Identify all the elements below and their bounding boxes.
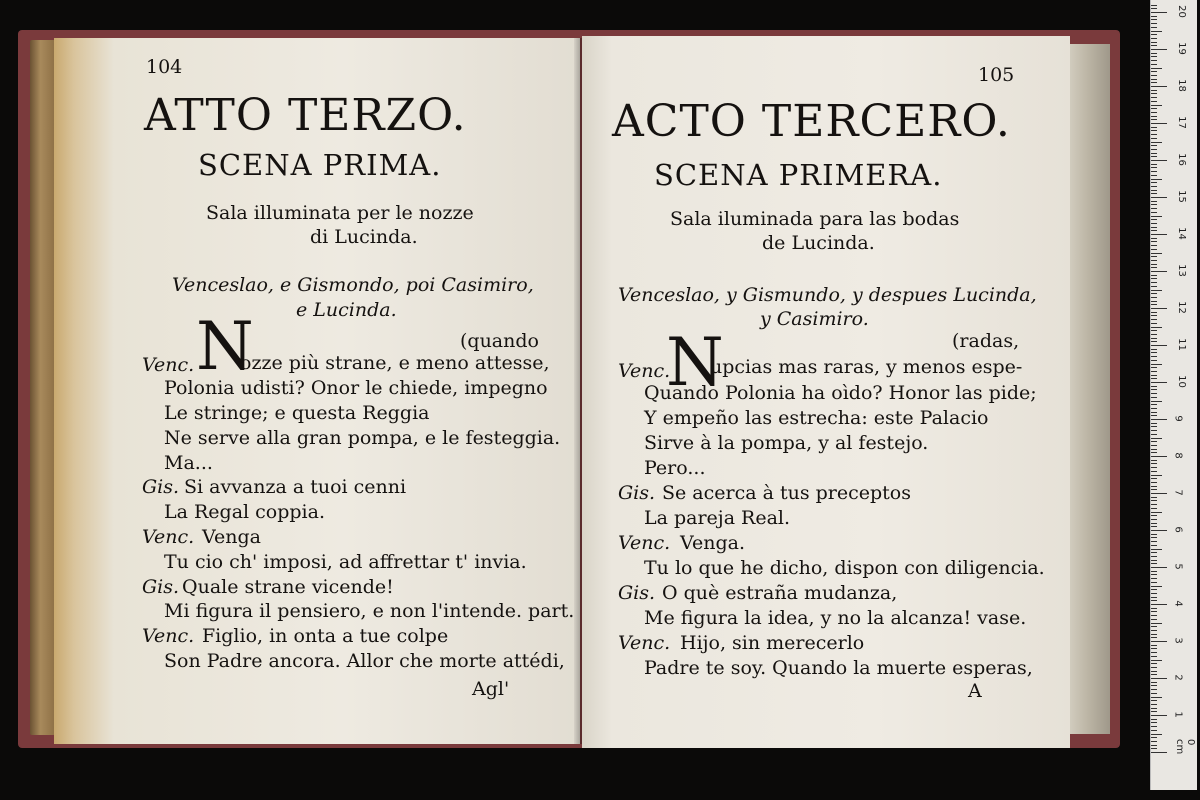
- ruler-tick: [1151, 711, 1157, 712]
- ruler-tick: [1151, 549, 1162, 550]
- ruler-tick: [1151, 460, 1157, 461]
- left-page: [54, 38, 580, 744]
- ruler-tick: [1151, 726, 1157, 727]
- ruler-number: 17: [1175, 116, 1187, 129]
- ruler-tick: [1151, 489, 1157, 490]
- ruler-tick: [1151, 360, 1157, 361]
- ruler-tick: [1151, 715, 1167, 716]
- ruler-number: 20: [1175, 5, 1187, 18]
- ruler-tick: [1151, 116, 1157, 117]
- ruler-tick: [1151, 449, 1157, 450]
- ruler-tick: [1151, 182, 1157, 183]
- location-line: Sala illuminata per le nozze: [206, 202, 474, 224]
- verse-line: Le stringe; e questa Reggia: [164, 402, 430, 424]
- ruler-tick: [1151, 567, 1167, 568]
- ruler-tick: [1151, 697, 1162, 698]
- character-list: y Casimiro.: [760, 308, 869, 330]
- verse-line: Se acerca à tus preceptos: [662, 482, 911, 504]
- ruler-tick: [1151, 515, 1157, 516]
- verse-line: Hijo, sin merecerlo: [680, 632, 865, 654]
- location-line: de Lucinda.: [762, 232, 875, 254]
- ruler-tick: [1151, 327, 1162, 328]
- ruler-tick: [1151, 356, 1157, 357]
- ruler-tick: [1151, 719, 1157, 720]
- ruler-tick: [1151, 38, 1157, 39]
- ruler-tick: [1151, 500, 1157, 501]
- ruler-tick: [1151, 401, 1162, 402]
- character-list: Venceslao, e Gismondo, poi Casimiro,: [172, 274, 534, 296]
- ruler-tick: [1151, 319, 1157, 320]
- ruler-tick: [1151, 134, 1157, 135]
- ruler-tick: [1151, 504, 1157, 505]
- ruler-tick: [1151, 119, 1157, 120]
- ruler-tick: [1151, 186, 1157, 187]
- ruler-tick: [1151, 404, 1157, 405]
- ruler-tick: [1151, 12, 1167, 13]
- ruler-tick: [1151, 212, 1157, 213]
- ruler-tick: [1151, 308, 1167, 309]
- ruler-tick: [1151, 634, 1157, 635]
- verse-line: Ma...: [164, 452, 213, 474]
- ruler-tick: [1151, 208, 1157, 209]
- ruler-tick: [1151, 153, 1157, 154]
- ruler-tick: [1151, 678, 1167, 679]
- ruler-tick: [1151, 68, 1162, 69]
- ruler-tick: [1151, 641, 1167, 642]
- ruler-tick: [1151, 338, 1157, 339]
- ruler-tick: [1151, 282, 1157, 283]
- verse-line: Quale strane vicende!: [182, 576, 394, 598]
- ruler-tick: [1151, 219, 1157, 220]
- ruler-tick: [1151, 704, 1157, 705]
- ruler-tick: [1151, 671, 1157, 672]
- scene-title: SCENA PRIMERA.: [654, 158, 943, 192]
- ruler-tick: [1151, 93, 1157, 94]
- speaker-label: Venc.: [142, 526, 195, 548]
- ruler-tick: [1151, 434, 1157, 435]
- ruler-tick: [1151, 438, 1162, 439]
- ruler-tick: [1151, 304, 1157, 305]
- ruler-tick: [1151, 430, 1157, 431]
- speaker-label: Venc.: [618, 360, 671, 382]
- ruler-tick: [1151, 238, 1157, 239]
- ruler-tick: [1151, 693, 1157, 694]
- ruler-tick: [1151, 648, 1157, 649]
- ruler-tick: [1151, 708, 1157, 709]
- verse-line: Sirve à la pompa, y al festejo.: [644, 432, 929, 454]
- ruler-tick: [1151, 463, 1157, 464]
- ruler-tick: [1151, 108, 1157, 109]
- ruler-tick: [1151, 364, 1162, 365]
- ruler-tick: [1151, 5, 1157, 6]
- ruler-tick: [1151, 179, 1162, 180]
- ruler-tick: [1151, 371, 1157, 372]
- ruler-tick: [1151, 493, 1167, 494]
- drop-cap: N: [196, 308, 254, 385]
- ruler-number: 6: [1172, 526, 1184, 533]
- ruler-tick: [1151, 378, 1157, 379]
- ruler-tick: [1151, 574, 1157, 575]
- ruler-tick: [1151, 190, 1157, 191]
- ruler-tick: [1151, 526, 1157, 527]
- ruler-tick: [1151, 508, 1157, 509]
- ruler-tick: [1151, 745, 1157, 746]
- verse-line: Venga.: [680, 532, 745, 554]
- ruler-tick: [1151, 734, 1162, 735]
- verse-line: Y empeño las estrecha: este Palacio: [644, 407, 989, 429]
- ruler-tick: [1151, 60, 1157, 61]
- overflow-text: (radas,: [952, 330, 1020, 352]
- page-number: 105: [978, 64, 1015, 86]
- ruler-tick: [1151, 600, 1157, 601]
- ruler-tick: [1151, 341, 1157, 342]
- ruler-tick: [1151, 393, 1157, 394]
- ruler-tick: [1151, 486, 1157, 487]
- ruler-tick: [1151, 700, 1157, 701]
- speaker-label: Venc.: [142, 354, 195, 376]
- ruler-tick: [1151, 593, 1157, 594]
- ruler-tick: [1151, 64, 1157, 65]
- ruler-tick: [1151, 586, 1162, 587]
- ruler-number: 16: [1175, 153, 1187, 166]
- ruler-tick: [1151, 519, 1157, 520]
- speaker-label: Gis.: [142, 576, 180, 598]
- ruler-tick: [1151, 597, 1157, 598]
- speaker-label: Gis.: [618, 582, 656, 604]
- ruler-number: 4: [1172, 600, 1184, 607]
- ruler-unit: 0 cm: [1174, 739, 1196, 755]
- ruler-tick: [1151, 578, 1157, 579]
- ruler-tick: [1151, 478, 1157, 479]
- act-title: ATTO TERZO.: [144, 90, 467, 141]
- page-block-edge-right: [1064, 44, 1110, 734]
- ruler-tick: [1151, 79, 1157, 80]
- ruler-tick: [1151, 112, 1157, 113]
- ruler-tick: [1151, 375, 1157, 376]
- right-page: [582, 36, 1070, 748]
- ruler-tick: [1151, 8, 1157, 9]
- verse-line: La pareja Real.: [644, 507, 791, 529]
- ruler-tick: [1151, 541, 1157, 542]
- ruler-tick: [1151, 345, 1167, 346]
- ruler-number: 12: [1175, 301, 1187, 314]
- ruler-tick: [1151, 608, 1157, 609]
- verse-line: upcias mas raras, y menos espe-: [710, 356, 1023, 378]
- character-list: e Lucinda.: [296, 299, 397, 321]
- ruler-tick: [1151, 167, 1157, 168]
- ruler-tick: [1151, 512, 1162, 513]
- ruler-tick: [1151, 156, 1157, 157]
- ruler-tick: [1151, 397, 1157, 398]
- ruler-number: 7: [1172, 489, 1184, 496]
- ruler-tick: [1151, 16, 1157, 17]
- catchword: Agl': [472, 678, 510, 700]
- overflow-text: (quando: [460, 330, 539, 352]
- ruler-number: 19: [1175, 42, 1187, 55]
- ruler-tick: [1151, 227, 1157, 228]
- location-line: Sala iluminada para las bodas: [670, 208, 960, 230]
- ruler-tick: [1151, 523, 1157, 524]
- ruler-tick: [1151, 471, 1157, 472]
- ruler-tick: [1151, 101, 1157, 102]
- ruler-tick: [1151, 552, 1157, 553]
- ruler-tick: [1151, 623, 1162, 624]
- ruler-tick: [1151, 626, 1157, 627]
- speaker-label: Venc.: [618, 632, 671, 654]
- ruler-tick: [1151, 245, 1157, 246]
- ruler-tick: [1151, 234, 1167, 235]
- ruler-tick: [1151, 456, 1167, 457]
- ruler-tick: [1151, 278, 1157, 279]
- ruler-tick: [1151, 423, 1157, 424]
- ruler-number: 10: [1175, 375, 1187, 388]
- ruler-tick: [1151, 408, 1157, 409]
- catchword: A: [968, 680, 982, 702]
- ruler-tick: [1151, 175, 1157, 176]
- ruler-tick: [1151, 386, 1157, 387]
- ruler-tick: [1151, 656, 1157, 657]
- ruler-tick: [1151, 685, 1157, 686]
- ruler-tick: [1151, 197, 1167, 198]
- ruler-tick: [1151, 445, 1157, 446]
- verse-line: Si avvanza a tuoi cenni: [184, 476, 407, 498]
- speaker-label: Gis.: [142, 476, 180, 498]
- ruler-tick: [1151, 615, 1157, 616]
- ruler-tick: [1151, 737, 1157, 738]
- ruler-tick: [1151, 604, 1167, 605]
- ruler-tick: [1151, 253, 1162, 254]
- ruler-tick: [1151, 123, 1167, 124]
- ruler-tick: [1151, 97, 1157, 98]
- ruler-tick: [1151, 482, 1157, 483]
- ruler-tick: [1151, 389, 1157, 390]
- ruler-tick: [1151, 334, 1157, 335]
- verse-line: Son Padre ancora. Allor che morte attédi,: [164, 650, 565, 672]
- speaker-label: Venc.: [618, 532, 671, 554]
- ruler-tick: [1151, 667, 1157, 668]
- ruler-tick: [1151, 630, 1157, 631]
- ruler-tick: [1151, 426, 1157, 427]
- ruler-tick: [1151, 260, 1157, 261]
- ruler-tick: [1151, 127, 1157, 128]
- ruler-number: 15: [1175, 190, 1187, 203]
- ruler-tick: [1151, 193, 1157, 194]
- measurement-ruler: [1150, 0, 1197, 790]
- ruler-tick: [1151, 537, 1157, 538]
- ruler-number: 9: [1172, 415, 1184, 422]
- ruler-tick: [1151, 741, 1157, 742]
- ruler-tick: [1151, 71, 1157, 72]
- ruler-tick: [1151, 56, 1157, 57]
- ruler-tick: [1151, 560, 1157, 561]
- ruler-tick: [1151, 582, 1157, 583]
- verse-line: Tu cio ch' imposi, ad affrettar t' invia.: [164, 551, 527, 573]
- ruler-tick: [1151, 441, 1157, 442]
- ruler-tick: [1151, 367, 1157, 368]
- speaker-label: Venc.: [142, 625, 195, 647]
- ruler-number: 13: [1175, 264, 1187, 277]
- ruler-number: 8: [1172, 452, 1184, 459]
- speaker-label: Gis.: [618, 482, 656, 504]
- verse-line: Ne serve alla gran pompa, e le festeggia.: [164, 427, 561, 449]
- ruler-tick: [1151, 352, 1157, 353]
- ruler-tick: [1151, 415, 1157, 416]
- ruler-tick: [1151, 452, 1157, 453]
- ruler-tick: [1151, 145, 1157, 146]
- verse-line: Figlio, in onta a tue colpe: [202, 625, 449, 647]
- ruler-tick: [1151, 534, 1157, 535]
- ruler-tick: [1151, 663, 1157, 664]
- ruler-tick: [1151, 160, 1167, 161]
- ruler-tick: [1151, 53, 1157, 54]
- ruler-tick: [1151, 323, 1157, 324]
- ruler-tick: [1151, 619, 1157, 620]
- ruler-tick: [1151, 31, 1162, 32]
- ruler-tick: [1151, 45, 1157, 46]
- ruler-number: 11: [1175, 338, 1187, 351]
- verse-line: Quando Polonia ha oìdo? Honor las pide;: [644, 382, 1037, 404]
- ruler-tick: [1151, 637, 1157, 638]
- ruler-tick: [1151, 264, 1157, 265]
- ruler-number: 18: [1175, 79, 1187, 92]
- ruler-tick: [1151, 589, 1157, 590]
- ruler-tick: [1151, 105, 1162, 106]
- verse-line: O què estraña mudanza,: [662, 582, 898, 604]
- ruler-tick: [1151, 286, 1157, 287]
- page-block-edge-left: [30, 40, 56, 735]
- ruler-tick: [1151, 652, 1157, 653]
- ruler-tick: [1151, 34, 1157, 35]
- ruler-tick: [1151, 19, 1157, 20]
- ruler-tick: [1151, 419, 1167, 420]
- ruler-tick: [1151, 722, 1157, 723]
- ruler-tick: [1151, 689, 1157, 690]
- ruler-tick: [1151, 475, 1162, 476]
- ruler-tick: [1151, 290, 1162, 291]
- ruler-tick: [1151, 530, 1167, 531]
- ruler-number: 14: [1175, 227, 1187, 240]
- ruler-tick: [1151, 297, 1157, 298]
- ruler-tick: [1151, 23, 1157, 24]
- character-list: Venceslao, y Gismundo, y despues Lucinda,: [618, 284, 1037, 306]
- ruler-tick: [1151, 748, 1157, 749]
- verse-line: Me figura la idea, y no la alcanza! vase.: [644, 607, 1027, 629]
- ruler-tick: [1151, 241, 1157, 242]
- page-number: 104: [146, 56, 183, 78]
- ruler-tick: [1151, 315, 1157, 316]
- ruler-tick: [1151, 201, 1157, 202]
- ruler-tick: [1151, 86, 1167, 87]
- ruler-tick: [1151, 730, 1157, 731]
- ruler-tick: [1151, 149, 1157, 150]
- ruler-tick: [1151, 164, 1157, 165]
- ruler-number: 1: [1172, 711, 1184, 718]
- ruler-tick: [1151, 660, 1162, 661]
- ruler-tick: [1151, 674, 1157, 675]
- ruler-tick: [1151, 267, 1157, 268]
- ruler-tick: [1151, 249, 1157, 250]
- location-line: di Lucinda.: [310, 226, 418, 248]
- verse-line: Mi figura il pensiero, e non l'intende. part.: [164, 600, 575, 622]
- ruler-tick: [1151, 556, 1157, 557]
- ruler-tick: [1151, 330, 1157, 331]
- ruler-tick: [1151, 271, 1167, 272]
- verse-line: La Regal coppia.: [164, 501, 325, 523]
- ruler-tick: [1151, 75, 1157, 76]
- ruler-tick: [1151, 256, 1157, 257]
- verse-line: ozze più strane, e meno attesse,: [240, 352, 550, 374]
- ruler-tick: [1151, 216, 1162, 217]
- ruler-tick: [1151, 90, 1157, 91]
- verse-line: Polonia udisti? Onor le chiede, impegno: [164, 377, 548, 399]
- ruler-tick: [1151, 49, 1167, 50]
- ruler-tick: [1151, 130, 1157, 131]
- ruler-tick: [1151, 142, 1162, 143]
- ruler-number: 5: [1172, 563, 1184, 570]
- ruler-tick: [1151, 275, 1157, 276]
- ruler-tick: [1151, 571, 1157, 572]
- ruler-number: 2: [1172, 674, 1184, 681]
- ruler-tick: [1151, 27, 1157, 28]
- verse-line: Venga: [202, 526, 261, 548]
- ruler-tick: [1151, 223, 1157, 224]
- ruler-tick: [1151, 645, 1157, 646]
- ruler-tick: [1151, 467, 1157, 468]
- drop-cap: N: [666, 324, 724, 401]
- ruler-tick: [1151, 171, 1157, 172]
- verse-line: Pero...: [644, 457, 706, 479]
- act-title: ACTO TERCERO.: [612, 96, 1011, 147]
- ruler-tick: [1151, 301, 1157, 302]
- ruler-number: 3: [1172, 637, 1184, 644]
- ruler-tick: [1151, 349, 1157, 350]
- ruler-tick: [1151, 138, 1157, 139]
- ruler-tick: [1151, 611, 1157, 612]
- ruler-tick: [1151, 497, 1157, 498]
- verse-line: Tu lo que he dicho, dispon con diligencia.: [644, 557, 1045, 579]
- ruler-tick: [1151, 382, 1167, 383]
- ruler-tick: [1151, 230, 1157, 231]
- ruler-tick: [1151, 412, 1157, 413]
- ruler-tick: [1151, 312, 1157, 313]
- ruler-tick: [1151, 545, 1157, 546]
- ruler-tick: [1151, 563, 1157, 564]
- ruler-tick: [1151, 682, 1157, 683]
- ruler-tick: [1151, 293, 1157, 294]
- ruler-tick: [1151, 82, 1157, 83]
- ruler-tick: [1151, 42, 1157, 43]
- verse-line: Padre te soy. Quando la muerte esperas,: [644, 657, 1033, 679]
- ruler-tick: [1151, 752, 1167, 753]
- scene-title: SCENA PRIMA.: [198, 148, 442, 182]
- ruler-tick: [1151, 204, 1157, 205]
